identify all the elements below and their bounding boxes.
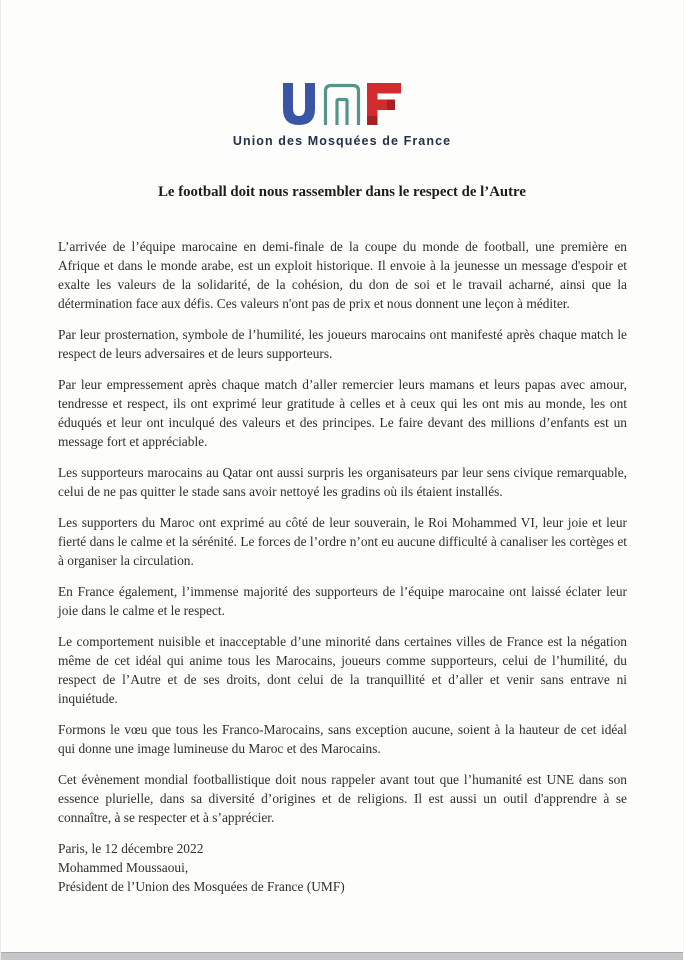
paragraph: Les supporteurs marocains au Qatar ont aussi surpris les organisateurs par leur sens civique remarquable, celui de ne pas quitter le stade sans avoir nettoyé les gradins où ils étaient installés. bbox=[58, 465, 627, 499]
paragraph: Par leur prosternation, symbole de l’humilité, les joueurs marocains ont manifesté après chaque match le respect de leurs adversaires et de leurs supporteurs. bbox=[58, 327, 627, 361]
paragraph: Cet évènement mondial footballistique doit nous rappeler avant tout que l’humanité est UNE dans son essence plurielle, dans sa diversité d’origines et de religions. Il est aussi un outil d'apprendre à se connaître, à se respecter et à s’apprécier. bbox=[58, 772, 627, 825]
paragraph: Le comportement nuisible et inacceptable d’une minorité dans certaines villes de France est la négation même de cet idéal qui anime tous les Marocains, joueurs comme supporteurs, celui de l’humilité, du respect de l’Autre et de ses droits, dont celui de la tranquillité et d’aller et venir sans entrave ni inquiétude. bbox=[58, 634, 627, 706]
place-date-line: Paris, le 12 décembre 2022 bbox=[58, 841, 204, 856]
signature-name: Mohammed Moussaoui, bbox=[58, 860, 189, 875]
document-body bbox=[58, 237, 627, 896]
paragraph: L’arrivée de l’équipe marocaine en demi-finale de la coupe du monde de football, une première en Afrique et dans le monde arabe, est un exploit historique. Il envoie à la jeunesse un message d'espoir et exalte les valeurs de la solidarité, de la cohésion, du don de soi et le travail acharné, ainsi que la détermination face aux défis. Ces valeurs n'ont pas de prix et nous donnent une leçon à méditer. bbox=[58, 239, 627, 311]
umf-logo-icon bbox=[283, 82, 401, 126]
page-bottom-edge bbox=[1, 952, 683, 960]
paragraph: Par leur empressement après chaque match d’aller remercier leurs mamans et leurs papas avec amour, tendresse et respect, ils ont exprimé leur gratitude à celles et à ceux qui les ont mis au monde, les ont éduqués et leur ont inculqué des valeurs et des principes. Le faire devant des millions d’enfants est un message fort et appréciable. bbox=[58, 377, 627, 449]
umf-logo bbox=[1, 0, 683, 148]
paragraph: Formons le vœu que tous les Franco-Marocains, sans exception aucune, soient à la hauteur de cet idéal qui donne une image lumineuse du Maroc et des Marocains. bbox=[58, 722, 627, 756]
paragraph: Les supporters du Maroc ont exprimé au côté de leur souverain, le Roi Mohammed VI, leur joie et leur fierté dans le calme et la sérénité. Le forces de l’ordre n’ont eu aucune difficulté à canaliser les cortèges et à organiser la circulation. bbox=[58, 515, 627, 568]
signature-title: Président de l’Union des Mosquées de France (UMF) bbox=[58, 879, 345, 894]
paragraph: En France également, l’immense majorité des supporteurs de l’équipe marocaine ont laissé éclater leur joie dans le calme et le respect. bbox=[58, 584, 627, 618]
org-name: Union des Mosquées de France bbox=[232, 134, 452, 148]
closing-block bbox=[58, 839, 627, 896]
document-title: Le football doit nous rassembler dans le respect de l’Autre bbox=[158, 184, 526, 200]
